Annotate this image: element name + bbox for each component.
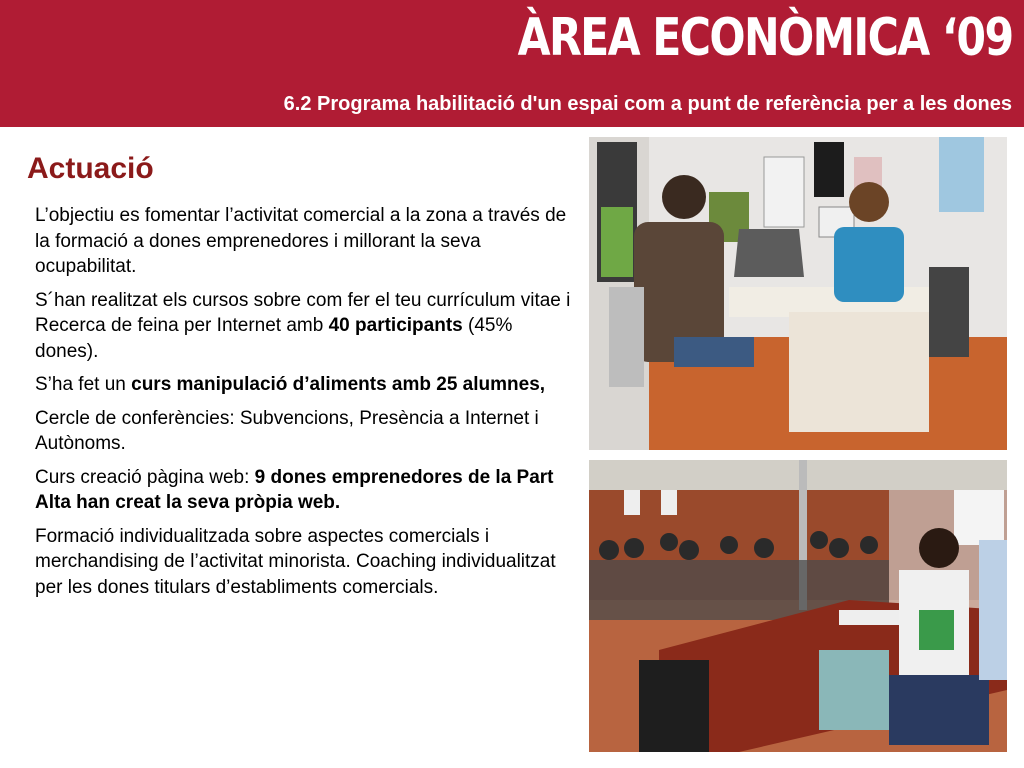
paragraph-web-course: Curs creació pàgina web: 9 dones emprenedores de la Part Alta han creat la seva pròpia web. xyxy=(35,466,554,513)
page-title: ÀREA ECONÒMICA ‘09 xyxy=(517,8,1012,68)
photo-office-consultation xyxy=(589,137,1007,450)
photo-meeting-room xyxy=(589,460,1007,752)
paragraph-objective: L’objectiu es fomentar l’activitat comercial a la zona a través de la formació a dones emprenedores i millorant la seva ocupabilitat. xyxy=(35,205,567,277)
paragraph-conferences: Cercle de conferències: Subvencions, Presència a Internet i Autònoms. xyxy=(35,407,539,454)
paragraph-food-course: S’ha fet un curs manipulació d’aliments amb 25 alumnes, xyxy=(35,374,546,395)
section-heading: Actuació xyxy=(27,152,154,185)
body-text xyxy=(35,203,575,608)
paragraph-coaching: Formació individualitzada sobre aspectes comercials i merchandising de l’activitat minorista. Coaching individualitzat per les dones titulars d’establiments comercials. xyxy=(35,525,556,598)
header-bar xyxy=(0,0,1024,127)
paragraph-courses: S´han realitzat els cursos sobre com fer el teu currículum vitae i Recerca de feina per Internet amb 40 participants (45% dones). xyxy=(35,289,571,362)
page-subtitle: 6.2 Programa habilitació d'un espai com a punt de referència per a les dones xyxy=(283,93,1012,115)
